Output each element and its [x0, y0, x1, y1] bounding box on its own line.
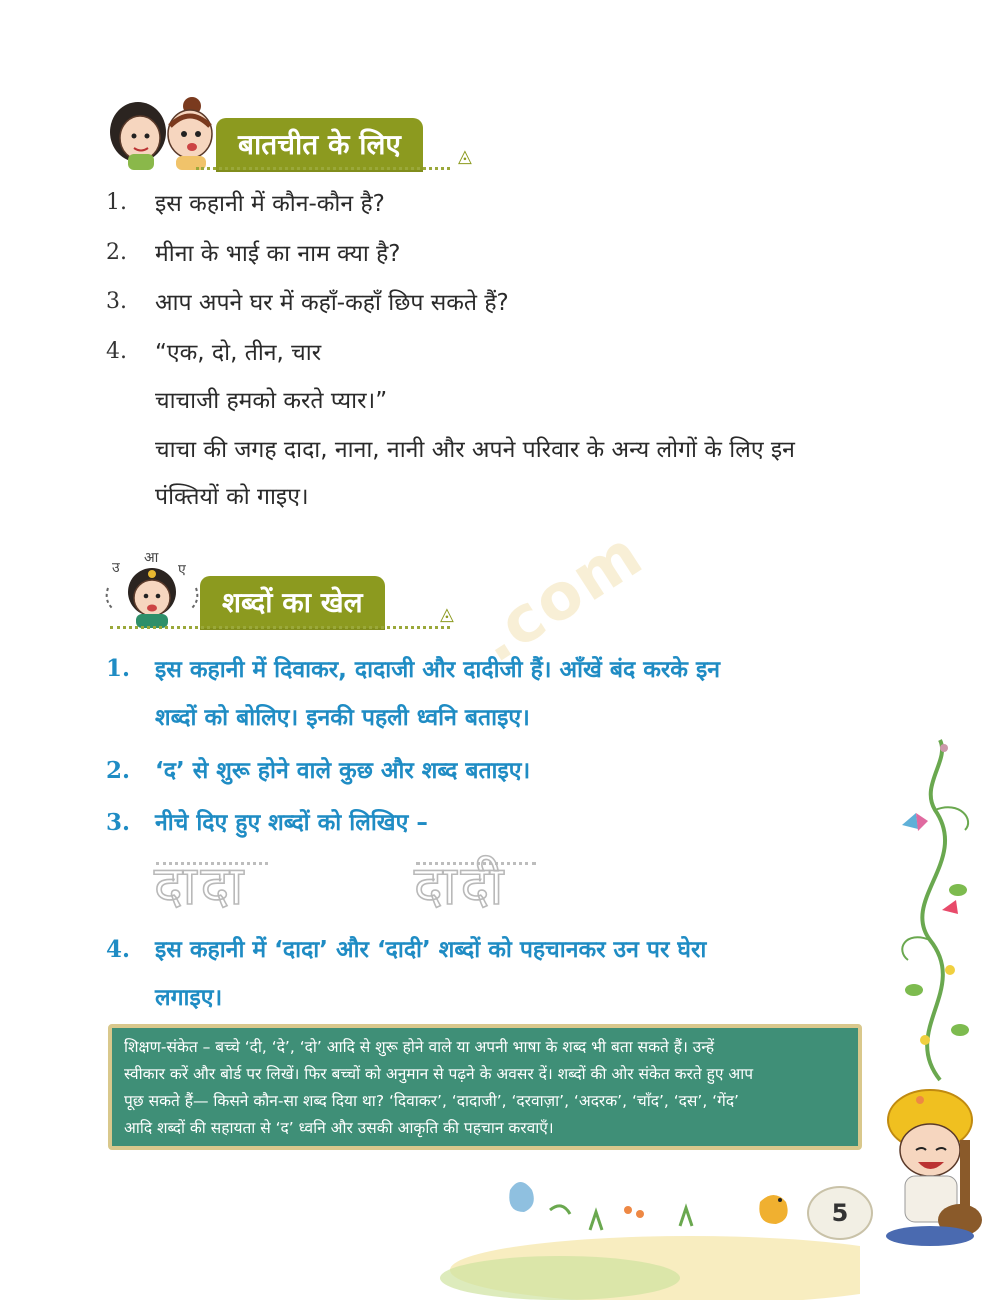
- grass-birds-illustration: [440, 1170, 860, 1300]
- bubble-letter: ए: [178, 562, 186, 578]
- vine-butterflies-illustration: [880, 730, 990, 1090]
- question-text-line: चाचा की जगह दादा, नाना, नानी और अपने परिवार के अन्य लोगों के लिए इन: [155, 437, 795, 463]
- page-number: 5: [807, 1186, 873, 1240]
- teacher-note-line: पूछ सकते हैं— किसने कौन-सा शब्द दिया था? ‘दिवाकर’, ‘दादाजी’, ‘दरवाज़ा’, ‘अदरक’, ‘चाँद’, ‘दस’, ‘गेंद’: [124, 1092, 739, 1110]
- swirl-icon: ◬: [440, 604, 454, 625]
- section-talk-title: बातचीत के लिए: [216, 118, 423, 172]
- question-text: आप अपने घर में कहाँ-कहाँ छिप सकते हैं?: [155, 290, 509, 316]
- question-text: मीना के भाई का नाम क्या है?: [155, 241, 401, 267]
- question-text-line: शब्दों को बोलिए। इनकी पहली ध्वनि बताइए।: [155, 705, 530, 731]
- children-faces-illustration: [104, 92, 222, 172]
- teacher-note-line: स्वीकार करें और बोर्ड पर लिखें। फिर बच्चों को अनुमान से पढ़ने के अवसर दें। शब्दों की ओर संकेत करते हुए आप: [124, 1065, 754, 1083]
- swirl-icon: ◬: [458, 146, 472, 167]
- teacher-note-line: आदि शब्दों की सहायता से ‘द’ ध्वनि और उसकी आकृति की पहचान करवाएँ।: [124, 1119, 554, 1137]
- question-number: 3.: [106, 289, 127, 314]
- question-number: 4.: [106, 339, 127, 364]
- trace-word-dadi: दादी: [414, 854, 508, 917]
- section-words-title: शब्दों का खेल: [200, 576, 385, 630]
- question-number: 2.: [106, 757, 131, 784]
- bubble-letter: आ: [144, 550, 159, 566]
- bubble-letter: उ: [112, 560, 120, 576]
- question-number: 2.: [106, 240, 127, 265]
- teacher-note-box: [108, 1024, 862, 1150]
- question-number: 1.: [106, 190, 127, 215]
- question-text-line: चाचाजी हमको करते प्यार।”: [155, 388, 388, 414]
- question-text-line: नीचे दिए हुए शब्दों को लिखिए –: [155, 810, 428, 836]
- question-number: 1.: [106, 655, 131, 682]
- musician-boy-illustration: [860, 1080, 991, 1250]
- question-text-line: “एक, दो, तीन, चार: [155, 340, 322, 366]
- question-text-line: पंक्तियों को गाइए।: [155, 484, 309, 510]
- question-number: 3.: [106, 809, 131, 836]
- section-divider: [110, 626, 450, 629]
- question-text-line: इस कहानी में दिवाकर, दादाजी और दादीजी हैं। आँखें बंद करके इन: [155, 657, 721, 683]
- watermark: .com: [464, 516, 657, 678]
- teacher-note-line: शिक्षण-संकेत – बच्चे ‘दी, ‘दे’, ‘दो’ आदि से शुरू होने वाले या अपनी भाषा के शब्द भी बता सकते हैं। उन्हें: [124, 1038, 715, 1056]
- trace-word-dada: दादा: [154, 854, 248, 917]
- question-text-line: लगाइए।: [155, 985, 223, 1011]
- question-text-line: ‘द’ से शुरू होने वाले कुछ और शब्द बताइए।: [155, 758, 531, 784]
- section-divider: [196, 167, 450, 170]
- question-text: इस कहानी में कौन-कौन है?: [155, 191, 385, 217]
- question-number: 4.: [106, 936, 131, 963]
- question-text-line: इस कहानी में ‘दादा’ और ‘दादी’ शब्दों को पहचानकर उन पर घेरा: [155, 937, 707, 963]
